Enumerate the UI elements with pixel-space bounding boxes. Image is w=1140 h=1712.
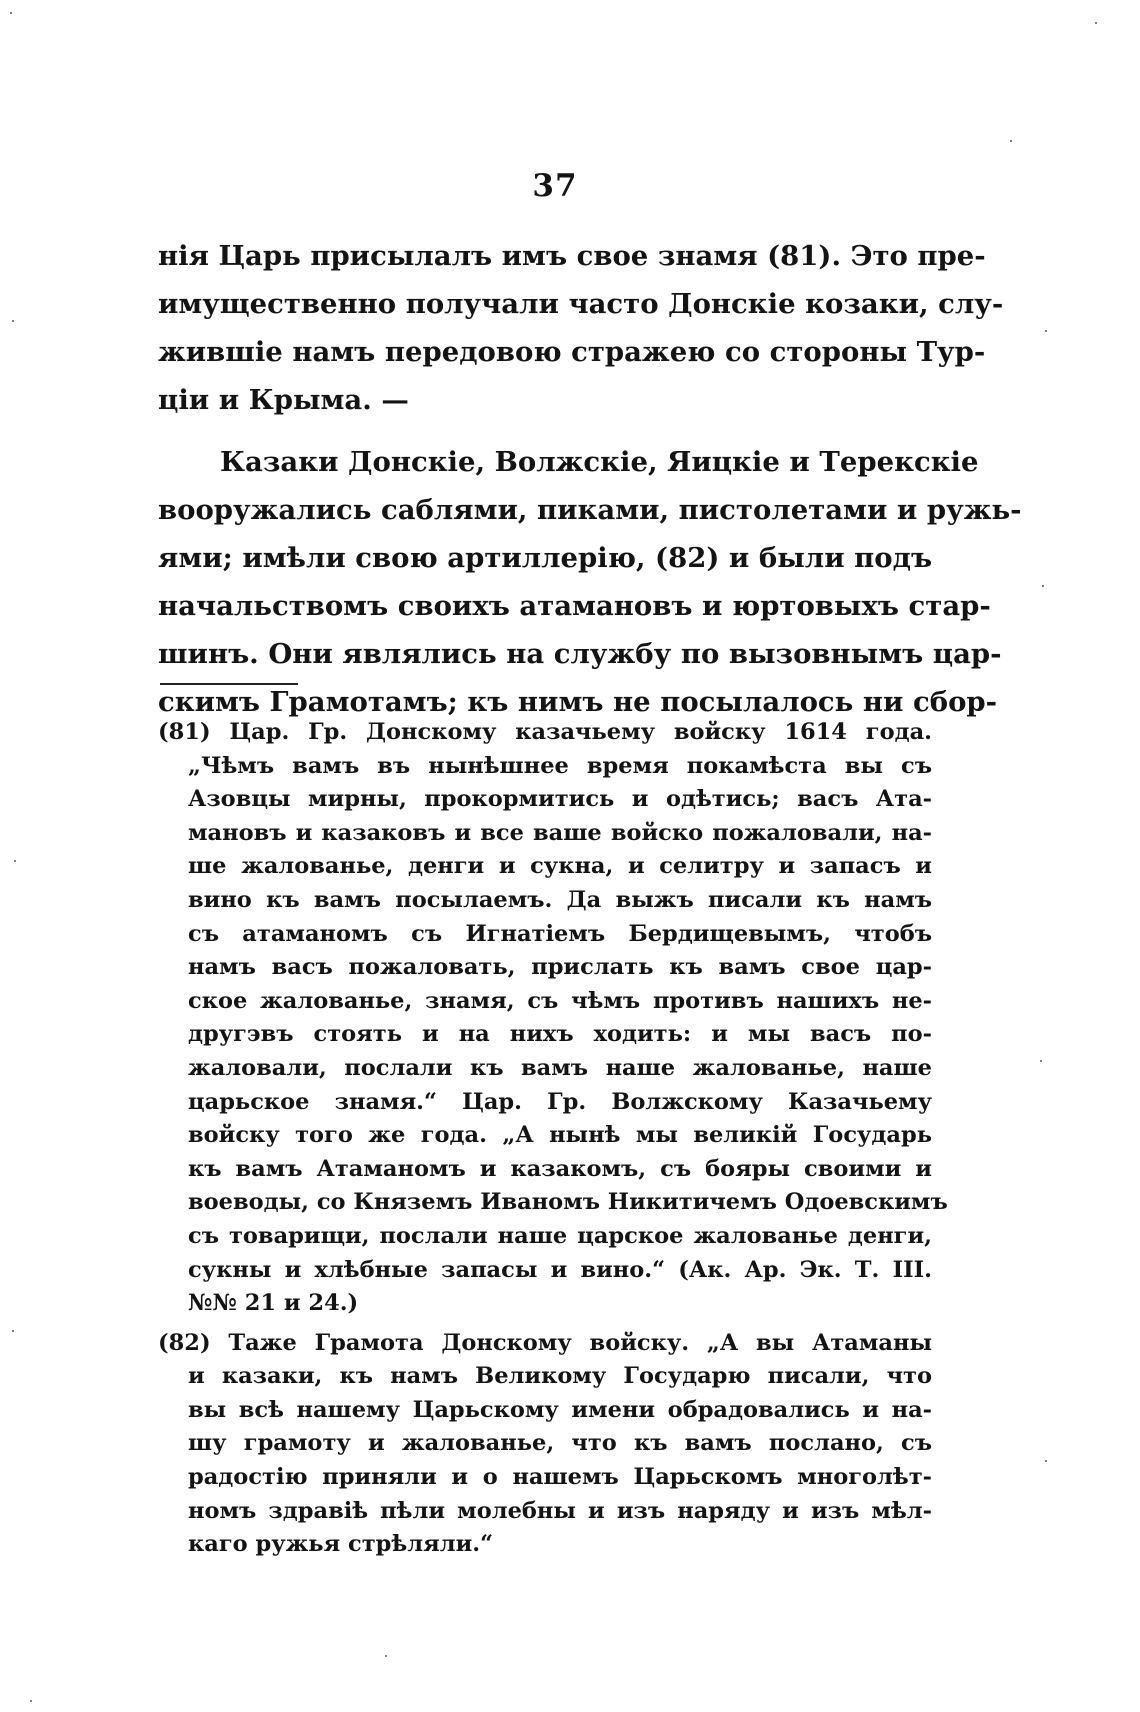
scan-speck bbox=[1010, 140, 1012, 142]
footnote-line: и казаки, къ намъ Великому Государю писали, что bbox=[188, 1363, 932, 1390]
scan-speck bbox=[1095, 22, 1097, 24]
footnote-line: шу грамоту и жалованье, что къ вамъ послано, съ bbox=[188, 1430, 932, 1457]
footnote-line: съ атаманомъ съ Игнатіемъ Бердищевымъ, чтобъ bbox=[188, 920, 932, 947]
scan-speck bbox=[30, 1700, 32, 1702]
text-line: Казаки Донскіе, Волжскіе, Яицкіе и Терекскіе bbox=[220, 446, 979, 478]
paragraph bbox=[158, 232, 1004, 424]
footnote-line: жаловали, послали къ вамъ наше жалованье, наше bbox=[188, 1054, 932, 1081]
footnote-81 bbox=[158, 716, 948, 1321]
text-line: жившіе намъ передовою стражею со стороны Тур- bbox=[158, 336, 986, 368]
footnote-line: (82) Таже Грамота Донскому войску. „А вы Атаманы bbox=[158, 1329, 932, 1356]
footnote-line: царьское знамя.“ Цар. Гр. Волжскому Казачьему bbox=[188, 1088, 932, 1115]
footnote-line: другэвъ стоять и на нихъ ходить: и мы васъ по- bbox=[188, 1021, 932, 1048]
footnote-line: съ товарищи, послали наше царское жалованье денги, bbox=[188, 1222, 932, 1249]
footnote-line: воеводы, со Княземъ Иваномъ Никитичемъ Одоевскимъ bbox=[188, 1189, 948, 1216]
text-line: шинъ. Они являлись на службу по вызовнымъ цар- bbox=[158, 638, 1002, 670]
footnote-line: „Чѣмъ вамъ въ нынѣшнее время покамѣста вы съ bbox=[188, 752, 932, 779]
footnote-line: вино къ вамъ посылаемъ. Да выжъ писали къ намъ bbox=[188, 886, 932, 913]
footnote-line: войску того же года. „А нынѣ мы великій Государь bbox=[188, 1122, 932, 1149]
scan-speck bbox=[10, 12, 12, 14]
footnote-line: каго ружья стрѣляли.“ bbox=[188, 1531, 494, 1558]
scan-speck bbox=[1045, 1460, 1047, 1462]
scan-speck bbox=[14, 860, 16, 862]
footnote-line: ше жалованье, денги и сукна, и селитру и запасъ и bbox=[188, 853, 932, 880]
footnote-line: Азовцы мирны, прокормитись и одѣтись; васъ Ата- bbox=[188, 786, 932, 813]
text-line: вооружались саблями, пиками, пистолетами и ружь- bbox=[158, 494, 1022, 526]
text-line: ями; имѣли свою артиллерію, (82) и были подъ bbox=[158, 542, 933, 574]
footnote-line: къ вамъ Атаманомъ и казакомъ, съ бояры своими и bbox=[188, 1155, 932, 1182]
text-line: начальствомъ своихъ атамановъ и юртовыхъ стар- bbox=[158, 590, 991, 622]
footnote-82 bbox=[158, 1327, 932, 1562]
scan-speck bbox=[12, 1330, 14, 1332]
footnotes bbox=[158, 716, 948, 1562]
scan-speck bbox=[1045, 330, 1047, 332]
footnote-line: вы всѣ нашему Царьскому имени обрадовались и на- bbox=[188, 1396, 932, 1423]
scan-speck bbox=[1042, 585, 1044, 587]
scan-speck bbox=[385, 1655, 387, 1657]
text-line: скимъ Грамотамъ; къ нимъ не посылалось ни сбор- bbox=[158, 686, 998, 718]
page-number: 37 bbox=[532, 168, 578, 204]
footnote-line: радостію приняли и о нашемъ Царьскомъ многолѣт- bbox=[188, 1464, 932, 1491]
footnote-line: номъ здравіѣ пѣли молебны и изъ наряду и изъ мѣл- bbox=[188, 1497, 932, 1524]
scan-speck bbox=[12, 320, 14, 322]
scan-speck bbox=[1040, 1060, 1042, 1062]
footnote-line: намъ васъ пожаловать, прислать къ вамъ свое цар- bbox=[188, 954, 932, 981]
footnote-line: №№ 21 и 24.) bbox=[188, 1290, 359, 1317]
footnote-line: сукны и хлѣбные запасы и вино.“ (Ак. Ар. Эк. Т. III. bbox=[188, 1256, 932, 1283]
footnote-line: мановъ и казаковъ и все ваше войско пожаловали, на- bbox=[188, 819, 932, 846]
main-text bbox=[158, 232, 1022, 726]
text-line: имущественно получали часто Донскіе козаки, слу- bbox=[158, 288, 1004, 320]
footnote-line: (81) Цар. Гр. Донскому казачьему войску 1614 года. bbox=[158, 719, 932, 745]
footnote-line: ское жалованье, знамя, съ чѣмъ противъ нашихъ не- bbox=[188, 987, 932, 1014]
text-line: ціи и Крыма. — bbox=[158, 384, 409, 416]
footnote-divider bbox=[160, 683, 298, 685]
text-line: нія Царь присылалъ имъ свое знамя (81). Это пре- bbox=[158, 240, 986, 272]
